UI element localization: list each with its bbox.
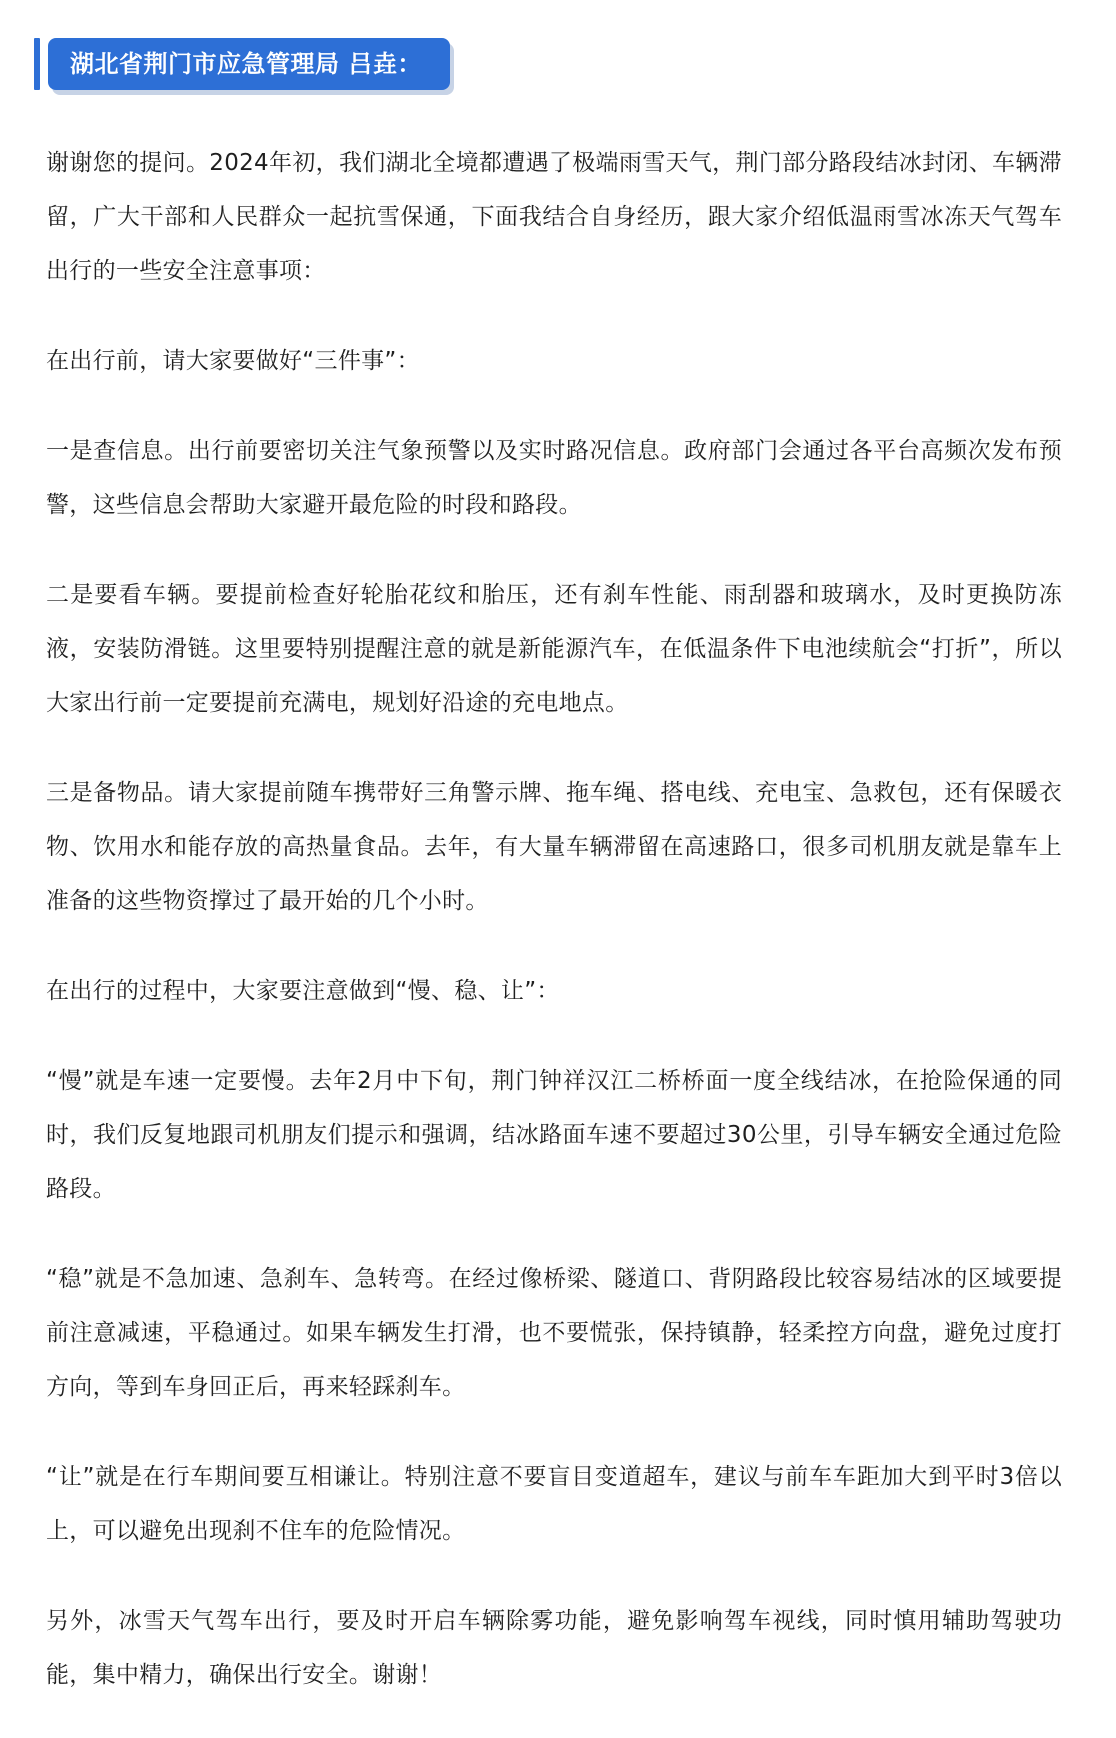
paragraph-yield: “让”就是在行车期间要互相谦让。特别注意不要盲目变道超车，建议与前车车距加大到平时3倍以上，可以避免出现刹不住车的危险情况。 [46, 1464, 1062, 1544]
accent-bar [34, 38, 40, 90]
paragraph-check-info: 一是查信息。出行前要密切关注气象预警以及实时路况信息。政府部门会通过各平台高频次发布预警，这些信息会帮助大家避开最危险的时段和路段。 [46, 438, 1062, 518]
paragraph-during-trip-heading: 在出行的过程中，大家要注意做到“慢、稳、让”： [46, 978, 560, 1004]
paragraph-closing: 另外，冰雪天气驾车出行，要及时开启车辆除雾功能，避免影响驾车视线，同时慎用辅助驾驶功能，集中精力，确保出行安全。谢谢！ [46, 1608, 1062, 1688]
article-body [46, 136, 1062, 1738]
paragraph-steady: “稳”就是不急加速、急刹车、急转弯。在经过像桥梁、隧道口、背阴路段比较容易结冰的区域要提前注意减速，平稳通过。如果车辆发生打滑，也不要慌张，保持镇静，轻柔控方向盘，避免过度打方向，等到车身回正后，再来轻踩刹车。 [46, 1266, 1062, 1400]
paragraph-check-vehicle: 二是要看车辆。要提前检查好轮胎花纹和胎压，还有刹车性能、雨刮器和玻璃水，及时更换防冻液，安装防滑链。这里要特别提醒注意的就是新能源汽车，在低温条件下电池续航会“打折”，所以大家出行前一定要提前充满电，规划好沿途的充电地点。 [46, 582, 1062, 716]
paragraph-intro: 谢谢您的提问。2024年初，我们湖北全境都遭遇了极端雨雪天气，荆门部分路段结冰封闭、车辆滞留，广大干部和人民群众一起抗雪保通，下面我结合自身经历，跟大家介绍低温雨雪冰冻天气驾车出行的一些安全注意事项： [46, 150, 1062, 284]
speaker-badge: 湖北省荆门市应急管理局 吕垚： [48, 38, 450, 90]
paragraph-before-trip-heading: 在出行前，请大家要做好“三件事”： [46, 348, 420, 374]
paragraph-prepare-supplies: 三是备物品。请大家提前随车携带好三角警示牌、拖车绳、搭电线、充电宝、急救包，还有保暖衣物、饮用水和能存放的高热量食品。去年，有大量车辆滞留在高速路口，很多司机朋友就是靠车上准备的这些物资撑过了最开始的几个小时。 [46, 780, 1062, 914]
paragraph-slow: “慢”就是车速一定要慢。去年2月中下旬，荆门钟祥汉江二桥桥面一度全线结冰，在抢险保通的同时，我们反复地跟司机朋友们提示和强调，结冰路面车速不要超过30公里，引导车辆安全通过危险路段。 [46, 1068, 1062, 1202]
speaker-header [34, 38, 450, 90]
